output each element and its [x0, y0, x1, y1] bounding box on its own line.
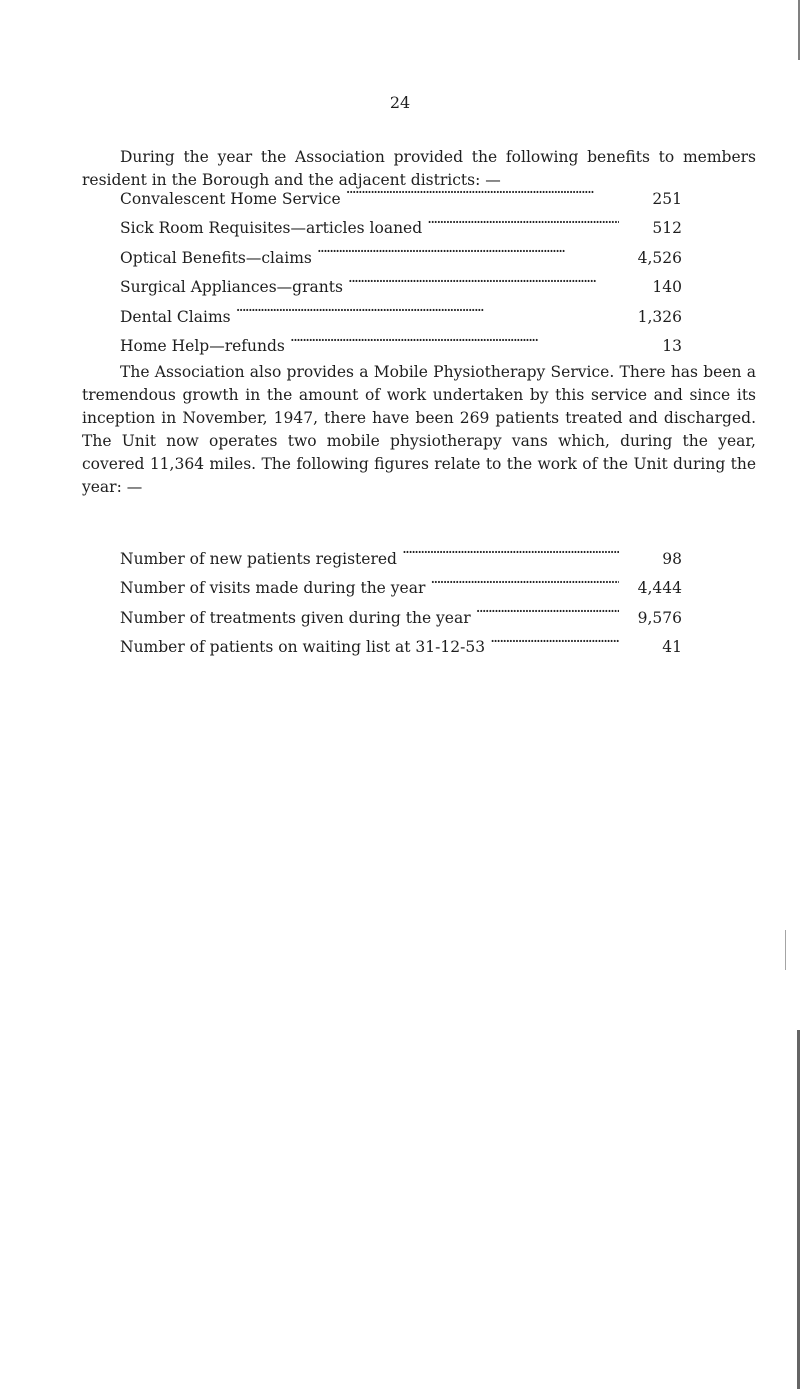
figure-label: Number of treatments given during the year	[120, 608, 471, 627]
scan-edge-artifact	[785, 930, 786, 970]
dot-leader	[290, 322, 619, 352]
dot-leader	[427, 204, 619, 234]
physiotherapy-paragraph: The Association also provides a Mobile Physiotherapy Service. There has been a tremendous growth in the amount of work undertaken by this service and since its inception in November, 1947, there have been 269 patients treated and discharged. The Unit now operates two mobile physiotherapy vans which, during the year, covered 11,364 miles. The following figures relate to the work of the Unit during the year: —	[82, 363, 756, 496]
list-item	[120, 534, 682, 568]
benefit-value: 13	[662, 337, 682, 355]
dot-leader	[236, 292, 619, 322]
benefit-value: 1,326	[637, 307, 682, 326]
benefit-value: 140	[652, 278, 682, 296]
figure-value: 98	[662, 549, 682, 568]
page-number: 24	[389, 93, 411, 112]
figure-label: Number of patients on waiting list at 31-12-53	[120, 638, 486, 656]
dot-leader	[490, 623, 619, 653]
benefits-list	[120, 174, 682, 355]
benefit-label: Surgical Appliances—grants	[120, 278, 343, 296]
physiotherapy-figures-list	[120, 534, 682, 656]
benefit-value: 251	[652, 189, 682, 208]
dot-leader	[317, 233, 619, 263]
benefit-label: Optical Benefits—claims	[120, 248, 312, 267]
figure-label: Number of new patients registered	[120, 549, 397, 568]
benefit-label: Home Help—refunds	[120, 337, 285, 355]
dot-leader	[402, 534, 619, 564]
dot-leader	[430, 564, 619, 594]
dot-leader	[476, 593, 619, 623]
figure-value: 41	[662, 638, 682, 656]
benefit-label: Sick Room Requisites—articles loaned	[120, 219, 423, 237]
dot-leader	[346, 174, 619, 204]
figure-label: Number of visits made during the year	[120, 579, 426, 597]
dot-leader	[348, 263, 619, 293]
benefit-value: 4,526	[637, 248, 682, 267]
intro-paragraph: During the year the Association provided the following benefits to members resident in the Borough and the adjacent districts: —	[82, 148, 756, 189]
benefit-label: Dental Claims	[120, 307, 231, 326]
benefit-value: 512	[652, 219, 682, 237]
benefit-label: Convalescent Home Service	[120, 189, 341, 208]
figure-value: 9,576	[637, 608, 682, 627]
list-item	[120, 174, 682, 208]
figure-value: 4,444	[637, 579, 682, 597]
